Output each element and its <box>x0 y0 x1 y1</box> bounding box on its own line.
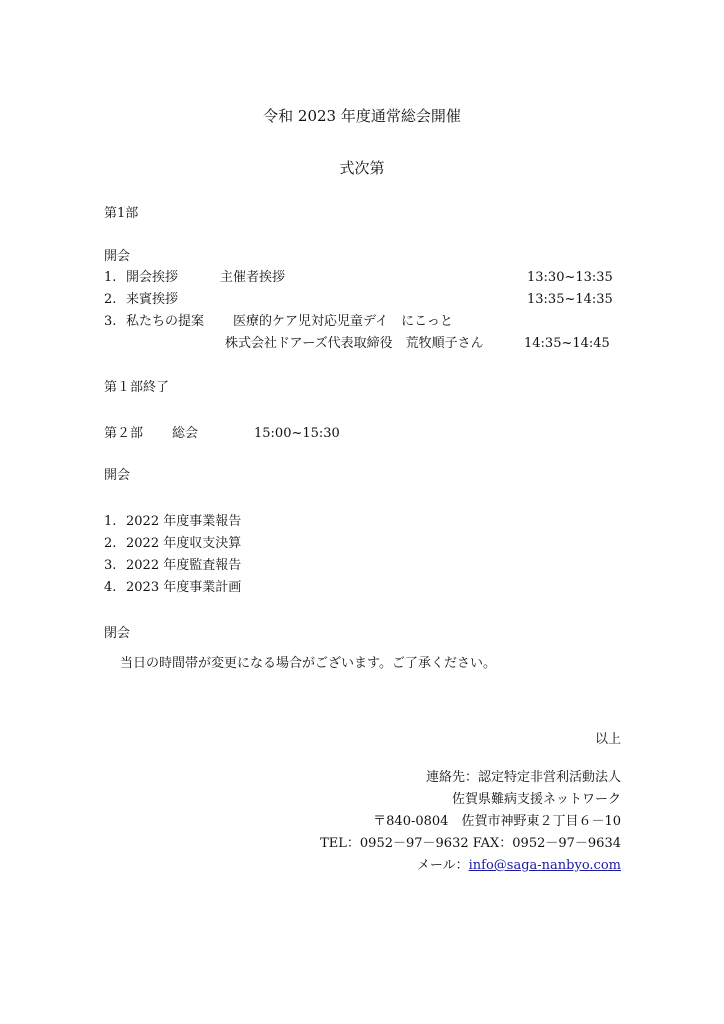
contact-organization-type: 連絡先：認定特定非営利活動法人 <box>425 770 621 785</box>
part2-item-4-number: 4. <box>104 580 117 595</box>
part2-time: 15:00~15:30 <box>254 426 340 441</box>
part1-item-2-time: 13:35~14:35 <box>527 292 613 307</box>
part1-item-1-label: 開会挨拶 <box>126 270 179 285</box>
part2-heading: 第２部 <box>104 426 144 441</box>
part2-name: 総会 <box>172 426 199 441</box>
contact-organization-name: 佐賀県難病支援ネットワーク <box>451 792 621 807</box>
contact-email-link[interactable]: info@saga-nanbyo.com <box>468 858 621 873</box>
document-subtitle: 式次第 <box>339 159 385 177</box>
part2-item-1-number: 1. <box>104 514 117 529</box>
part2-item-1-label: 2022 年度事業報告 <box>126 514 242 529</box>
part2-item-2-number: 2. <box>104 536 117 551</box>
part1-end: 第１部終了 <box>104 380 170 395</box>
part1-item-1-detail: 主催者挨拶 <box>220 270 286 285</box>
part1-item-1-number: 1. <box>104 270 117 285</box>
document-title: 令和 2023 年度通常総会開催 <box>263 107 461 125</box>
part2-item-2-label: 2022 年度収支決算 <box>126 536 242 551</box>
contact-mail-line <box>417 858 621 874</box>
part2-item-4-label: 2023 年度事業計画 <box>126 580 242 595</box>
contact-mail-label: メール： <box>416 858 469 873</box>
part1-heading: 第1部 <box>104 206 139 221</box>
part1-opening: 開会 <box>104 249 131 264</box>
part2-closing: 閉会 <box>104 626 131 641</box>
part1-item-3-number: 3. <box>104 314 117 329</box>
contact-phone-fax: TEL：0952－97－9632 FAX：0952－97－9634 <box>320 836 621 851</box>
part2-opening: 開会 <box>104 468 131 483</box>
part1-item-2-number: 2. <box>104 292 117 307</box>
part1-item-3-presenter: 株式会社ドアーズ代表取締役 荒牧順子さん <box>225 336 484 351</box>
schedule-notice: 当日の時間帯が変更になる場合がございます。ご了承ください。 <box>120 656 496 671</box>
part2-item-3-label: 2022 年度監査報告 <box>126 558 242 573</box>
part1-item-3-detail: 医療的ケア児対応児童デイ にこっと <box>233 314 453 329</box>
contact-address: 〒840-0804 佐賀市神野東２丁目６－10 <box>373 814 621 829</box>
part1-item-3-time: 14:35~14:45 <box>524 336 610 351</box>
ending-mark: 以上 <box>594 732 621 747</box>
part1-item-3-label: 私たちの提案 <box>126 314 205 329</box>
part1-item-2-label: 来賓挨拶 <box>126 292 179 307</box>
part1-item-1-time: 13:30~13:35 <box>527 270 613 285</box>
part2-item-3-number: 3. <box>104 558 117 573</box>
